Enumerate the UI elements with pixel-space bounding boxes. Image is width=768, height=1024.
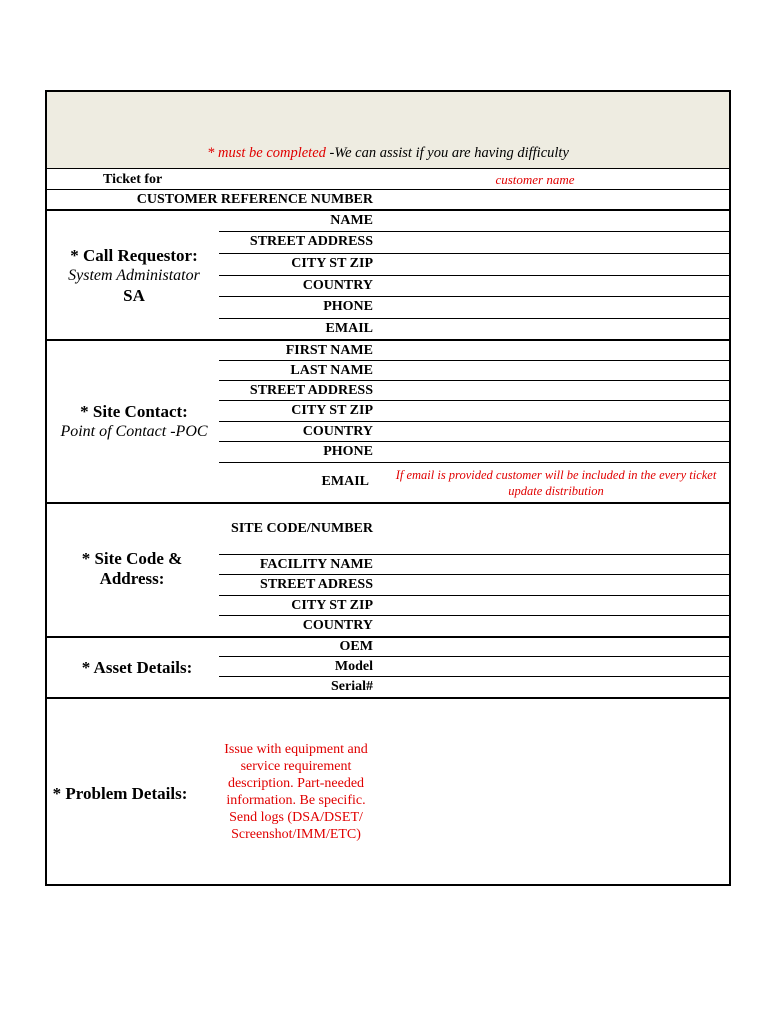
customer-reference-label: CUSTOMER REFERENCE NUMBER — [136, 192, 373, 207]
banner-instructions — [47, 145, 729, 162]
facility-name-label: FACILITY NAME — [259, 557, 373, 572]
cr-city-label: CITY ST ZIP — [291, 256, 373, 271]
model-label: Model — [334, 659, 373, 674]
divider — [219, 615, 729, 616]
divider — [219, 554, 729, 555]
sc-country-label: COUNTRY — [302, 424, 373, 439]
divider — [219, 462, 729, 463]
site-street-label: STREET ADRESS — [260, 577, 373, 592]
divider — [47, 502, 729, 504]
divider — [219, 231, 729, 232]
divider — [219, 595, 729, 596]
required-asterisk: * — [207, 145, 215, 161]
customer-name-field[interactable]: customer name — [495, 172, 575, 187]
call-requestor-subtitle: System Administator — [68, 267, 200, 284]
assist-text: -We can assist if you are having difficulty — [329, 145, 569, 161]
problem-instructions: Issue with equipment and service requirement description. Part-needed information. Be specific. Send logs (DSA/DSET/ Screenshot/IMM/ETC) — [224, 742, 368, 842]
site-contact-subtitle: Point of Contact -POC — [60, 423, 208, 440]
divider — [47, 697, 729, 699]
divider — [219, 275, 729, 276]
divider — [219, 296, 729, 297]
ticket-for-label: Ticket for — [103, 172, 163, 187]
cr-phone-label: PHONE — [323, 299, 373, 314]
site-city-label: CITY ST ZIP — [291, 598, 373, 613]
divider — [219, 318, 729, 319]
serial-label: Serial# — [331, 679, 373, 694]
divider — [47, 209, 729, 211]
cr-country-label: COUNTRY — [302, 278, 373, 293]
cr-name-label: NAME — [330, 213, 373, 228]
sc-last-name-label: LAST NAME — [290, 363, 373, 378]
divider — [219, 441, 729, 442]
divider — [47, 636, 729, 638]
cr-email-label: EMAIL — [325, 321, 373, 336]
divider — [219, 380, 729, 381]
required-text: must be completed — [217, 145, 326, 161]
site-code-number-label: SITE CODE/NUMBER — [231, 521, 373, 536]
form-banner — [47, 92, 729, 169]
call-requestor-title: * Call Requestor: — [70, 246, 198, 265]
site-country-label: COUNTRY — [302, 618, 373, 633]
sc-email-label: EMAIL — [321, 474, 369, 489]
site-contact-heading — [49, 402, 219, 442]
email-distribution-note: If email is provided customer will be included in the every ticket update distribution — [395, 468, 717, 498]
divider — [219, 656, 729, 657]
divider — [47, 339, 729, 341]
divider — [219, 574, 729, 575]
service-ticket-form — [45, 90, 731, 886]
divider — [219, 676, 729, 677]
oem-label: OEM — [339, 639, 373, 654]
sc-street-label: STREET ADDRESS — [249, 383, 373, 398]
asset-details-heading: * Asset Details: — [81, 658, 193, 677]
call-requestor-abbr: SA — [123, 286, 145, 305]
cr-street-label: STREET ADDRESS — [249, 234, 373, 249]
call-requestor-heading — [49, 246, 219, 306]
divider — [219, 400, 729, 401]
divider — [219, 253, 729, 254]
divider — [47, 189, 729, 190]
problem-details-heading: * Problem Details: — [52, 784, 188, 803]
sc-phone-label: PHONE — [323, 444, 373, 459]
sc-first-name-label: FIRST NAME — [285, 343, 373, 358]
divider — [219, 421, 729, 422]
sc-city-label: CITY ST ZIP — [291, 403, 373, 418]
site-code-heading: * Site Code & Address: — [81, 549, 183, 588]
divider — [219, 360, 729, 361]
site-contact-title: * Site Contact: — [80, 402, 188, 421]
